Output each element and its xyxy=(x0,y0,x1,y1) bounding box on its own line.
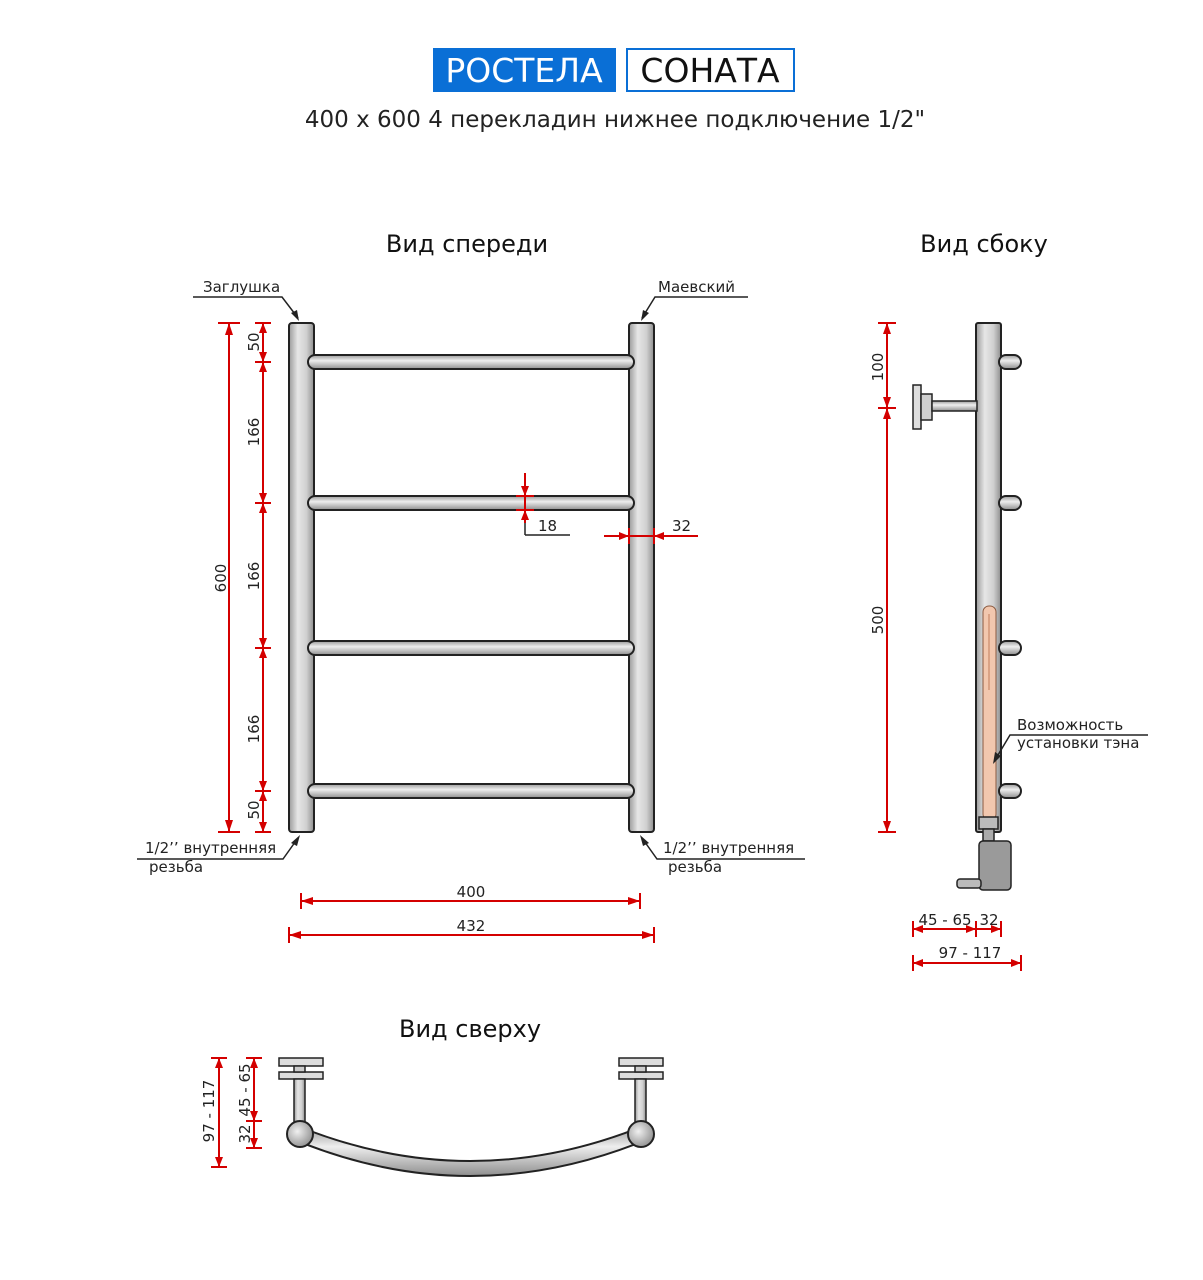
rung-stub xyxy=(999,355,1021,369)
dim-top-depth-label: 97 - 117 xyxy=(200,1079,218,1143)
thread-right-label-2: резьба xyxy=(668,858,723,876)
dim-spacing-1-label: 166 xyxy=(245,417,263,447)
dim-pipe-diameter-label: 32 xyxy=(672,517,692,535)
left-wall-bracket xyxy=(279,1058,323,1129)
dim-spacing-3-label: 166 xyxy=(245,714,263,744)
dim-center-width xyxy=(301,883,640,909)
dim-side-horizontal xyxy=(913,911,1021,971)
dim-total-height xyxy=(212,323,240,832)
right-riser xyxy=(629,323,654,832)
dim-top-view xyxy=(200,1058,262,1167)
valve-leader xyxy=(642,297,748,318)
dim-side-vertical xyxy=(869,323,896,832)
valve-label: Маевский xyxy=(658,278,736,296)
dim-top-offset-label: 50 xyxy=(245,332,263,352)
top-view-title: Вид сверху xyxy=(398,1015,542,1043)
rung xyxy=(308,641,634,655)
wall-bracket xyxy=(913,385,977,429)
rung-stub xyxy=(999,496,1021,510)
rung xyxy=(308,784,634,798)
dim-spacing-2-label: 166 xyxy=(245,561,263,591)
front-view-title: Вид спереди xyxy=(385,230,549,258)
right-riser-section xyxy=(628,1121,654,1147)
rung-stub xyxy=(999,641,1021,655)
rung xyxy=(308,496,634,510)
plug-label: Заглушка xyxy=(203,278,281,296)
thread-right-label-1: 1/2’’ внутренняя xyxy=(663,839,795,857)
dim-total-height-label: 600 xyxy=(212,563,230,593)
dim-side-depth-label: 97 - 117 xyxy=(938,944,1002,962)
curved-rung xyxy=(300,1127,641,1176)
left-riser xyxy=(289,323,314,832)
rung-stub xyxy=(999,784,1021,798)
dim-side-offset-label: 45 - 65 xyxy=(918,911,972,929)
rung xyxy=(308,355,634,369)
dim-side-main-label: 500 xyxy=(869,605,887,635)
heater-controller xyxy=(957,817,1011,890)
left-riser-section xyxy=(287,1121,313,1147)
valve-arrow xyxy=(641,310,649,321)
subtitle: 400 х 600 4 перекладин нижнее подключение 1/2" xyxy=(304,107,926,133)
brand-name: РОСТЕЛА xyxy=(445,51,603,90)
heater-element xyxy=(983,606,996,820)
thread-left-label-2: резьба xyxy=(149,858,204,876)
dim-total-width xyxy=(289,917,654,943)
plug-leader xyxy=(193,297,298,318)
right-wall-bracket xyxy=(619,1058,663,1129)
dim-side-top-label: 100 xyxy=(869,352,887,382)
dim-side-pipe-label: 32 xyxy=(979,911,999,929)
dim-rung-diameter-label: 18 xyxy=(538,517,558,535)
top-view xyxy=(200,1015,663,1176)
side-view-title: Вид сбоку xyxy=(920,230,1048,258)
thread-left-label-1: 1/2’’ внутренняя xyxy=(145,839,277,857)
dim-total-width-label: 432 xyxy=(456,917,486,935)
thread-right-arrow xyxy=(640,835,649,846)
dim-bottom-offset-label: 50 xyxy=(245,800,263,820)
plug-arrow xyxy=(291,310,299,321)
header xyxy=(305,48,925,133)
dim-top-pipe-label: 32 xyxy=(236,1124,254,1144)
front-view xyxy=(137,230,805,943)
dim-top-offset-label: 45 - 65 xyxy=(236,1063,254,1117)
thread-left-arrow xyxy=(291,835,300,846)
heater-label-1: Возможность xyxy=(1017,716,1124,734)
dim-center-width-label: 400 xyxy=(456,883,486,901)
heater-label-2: установки тэна xyxy=(1017,734,1140,752)
model-name: СОНАТА xyxy=(640,51,780,90)
dim-chain xyxy=(245,323,271,832)
side-view xyxy=(869,230,1148,971)
